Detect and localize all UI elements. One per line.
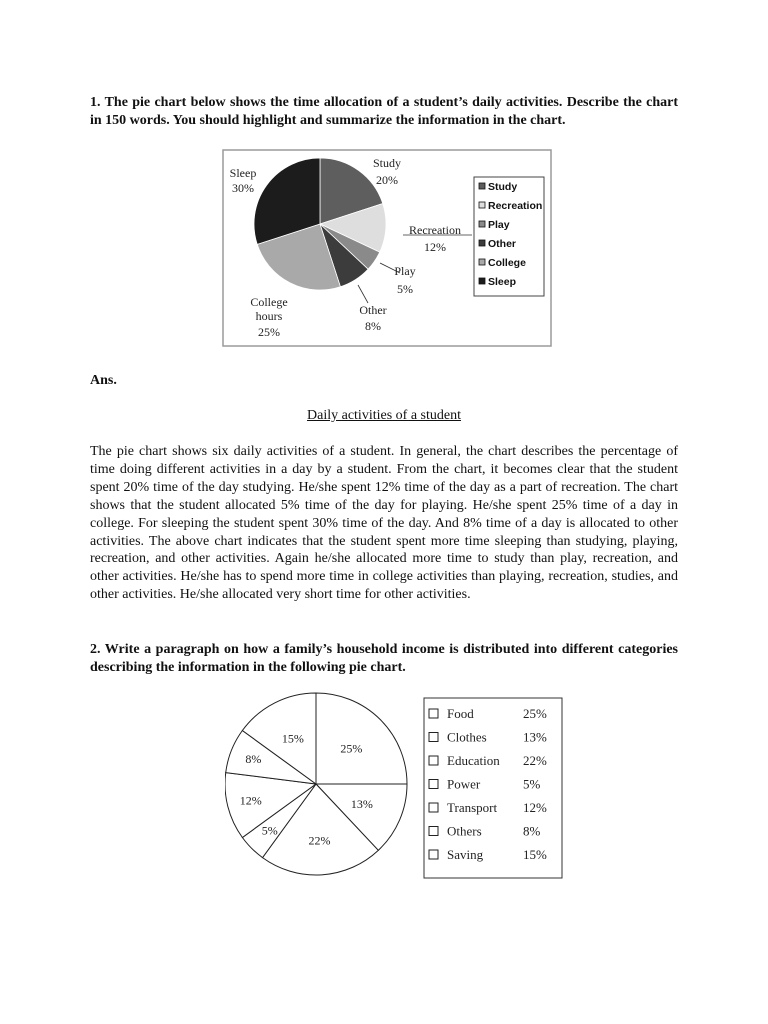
pie1-legend-label-recreation: Recreation [488,200,543,212]
pie2-legend-checkbox-clothes [429,733,438,742]
pie2-legend-pct-others: 8% [523,823,541,839]
pie1-legend-swatch-study [479,183,485,189]
question-1: 1. The pie chart below shows the time allocation of a student’s daily activities. Describe the chart in 150 words. You should highlight and summarize the information in the chart. [90,95,678,128]
pie1-legend-label-other: Other [488,238,517,250]
pie1-legend-label-college: College [488,257,526,269]
activities-pie-figure [222,149,552,348]
pie2-slice-food [316,693,407,784]
pie2-slice-label-clothes: 13% [350,796,373,811]
pie1-label-college-1: hours [255,309,283,323]
answer-paragraph: The pie chart shows six daily activities of a student. In general, the chart describes the percentage of time doing different activities in a day by a student. From the chart, it becomes clear that the student spent 20% time of the day studying. He/she spent 12% time of the day as a part of recreation. The chart shows that the student allocated 5% time of the day for playing. He/she spent 25% time of a day in college. For sleeping the student spent 30% time of the day. And 8% time of a day is allocated to other activities. The above chart indicates that the student spent more time sleeping than studying, playing, recreation, and other activities. Again he/she allocated more time to study than play, recreation, and other activities. He/she has to spend more time in college activities than playing, recreation, studies, and other activities. He/she allocated very short time for other activities. [90,444,678,603]
pie1-label-sleep-0: Sleep [229,166,257,180]
question-2: 2. Write a paragraph on how a family’s household income is distributed into different categories describing the information in the following pie chart. [90,642,678,675]
pie2-legend-checkbox-education [429,756,438,765]
pie2-legend-pct-power: 5% [523,776,541,792]
pie1-legend-label-study: Study [488,181,518,193]
pie1-label-play-1: 5% [397,282,413,296]
pie1-label-college-2: 25% [258,325,280,339]
pie1-label-study-0: Study [372,156,402,170]
pie1-legend-swatch-other [479,240,485,246]
pie2-legend-label-power: Power [447,776,481,792]
pie2-legend-pct-education: 22% [523,753,547,768]
pie1-label-college-0: College [250,295,288,309]
pie2-legend-checkbox-power [429,780,438,789]
pie2-slice-label-power: 5% [261,823,278,838]
pie1-legend-label-play: Play [488,219,510,231]
pie2-slice-label-transport: 12% [239,793,262,808]
pie2-legend-checkbox-transport [429,803,438,812]
pie1-label-recreation-0: Recreation [409,223,461,237]
pie2-slice-label-food: 25% [340,741,363,756]
pie2-legend-checkbox-saving [429,850,438,859]
pie2-legend-label-clothes: Clothes [447,729,487,745]
pie2-legend-label-others: Others [447,823,482,839]
pie1-label-other-0: Other [359,303,387,317]
pie1-label-study-1: 20% [376,173,398,187]
pie1-label-other-1: 8% [365,319,381,333]
pie2-legend-checkbox-others [429,827,438,836]
pie2-legend-checkbox-food [429,709,438,718]
pie2-legend-label-food: Food [447,706,474,721]
answer-label: Ans. [90,373,117,388]
pie1-label-recreation-1: 12% [424,240,446,254]
income-pie-figure [225,692,565,882]
pie1-legend-label-sleep: Sleep [488,276,517,288]
pie2-legend-label-education: Education [447,753,500,768]
pie1-legend-swatch-college [479,259,485,265]
pie1-label-play-0: Play [394,264,416,278]
pie1-legend-swatch-recreation [479,202,485,208]
pie2-slice-label-education: 22% [308,833,331,848]
pie2-legend-label-saving: Saving [447,847,484,862]
pie2-slice-label-saving: 15% [281,731,304,746]
pie2-slice-label-others: 8% [245,752,262,767]
answer-title: Daily activities of a student [307,408,461,423]
pie2-legend-pct-food: 25% [523,706,547,721]
pie2-legend-label-transport: Transport [447,800,498,815]
pie1-legend-swatch-sleep [479,278,485,284]
pie2-legend-pct-clothes: 13% [523,729,547,745]
pie1-label-sleep-1: 30% [232,181,254,195]
pie1-legend-swatch-play [479,221,485,227]
pie2-legend-pct-transport: 12% [523,800,547,815]
pie2-legend-pct-saving: 15% [523,847,547,862]
